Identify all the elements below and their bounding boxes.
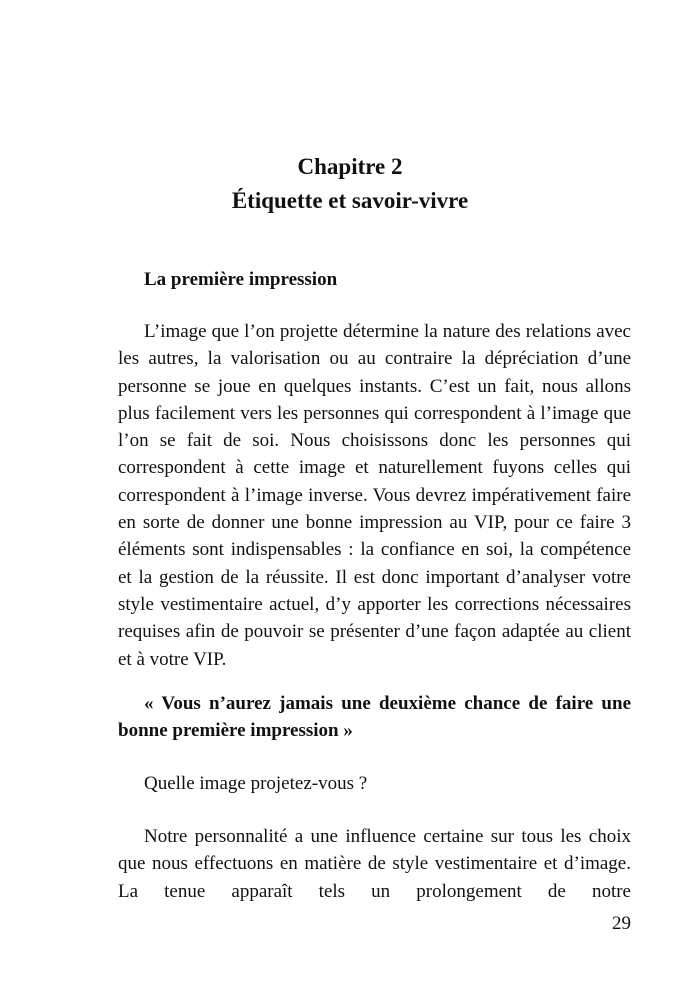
question-line (118, 770, 631, 797)
page-number: 29 (612, 913, 631, 934)
quote-text: « Vous n’aurez jamais une deuxième chance de faire une bonne première impression » (118, 693, 631, 742)
section-heading (118, 266, 631, 293)
pull-quote (118, 690, 631, 745)
chapter-number: Chapitre 2 (297, 154, 403, 179)
body-paragraph-intro (118, 318, 631, 673)
section-title: La première impression (144, 269, 338, 290)
question-text: Quelle image projetez-vous ? (144, 773, 368, 794)
chapter-title: Étiquette et savoir-vivre (231, 188, 469, 213)
paragraph-text: L’image que l’on projette détermine la nature des relations avec les autres, la valorisation ou au contraire la dépréciation d’une personne se joue en quelques instants. C’est un fait, nous allons plus facilement vers les personnes qui correspondent à l’image que l’on se fait de soi. Nous choisissons donc les personnes qui correspondent à cette image et naturellement fuyons celles qui correspondent à l’image inverse. Vous devrez impérativement faire en sorte de donner une bonne impression au VIP, pour ce faire 3 éléments sont indispensables : la confiance en soi, la compétence et la gestion de la réussite. Il est donc important d’analyser votre style vestimentaire actuel, d’y apporter les corrections nécessaires requises afin de pouvoir se présenter d’une façon adaptée au client et à votre VIP. (118, 321, 631, 670)
paragraph-text: Notre personnalité a une influence certaine sur tous les choix que nous effectuons en matière de style vestimentaire et d’image. La tenue apparaît tels un prolongement de notre (118, 826, 631, 902)
body-paragraph-continuation (118, 823, 631, 905)
chapter-heading (0, 150, 700, 218)
